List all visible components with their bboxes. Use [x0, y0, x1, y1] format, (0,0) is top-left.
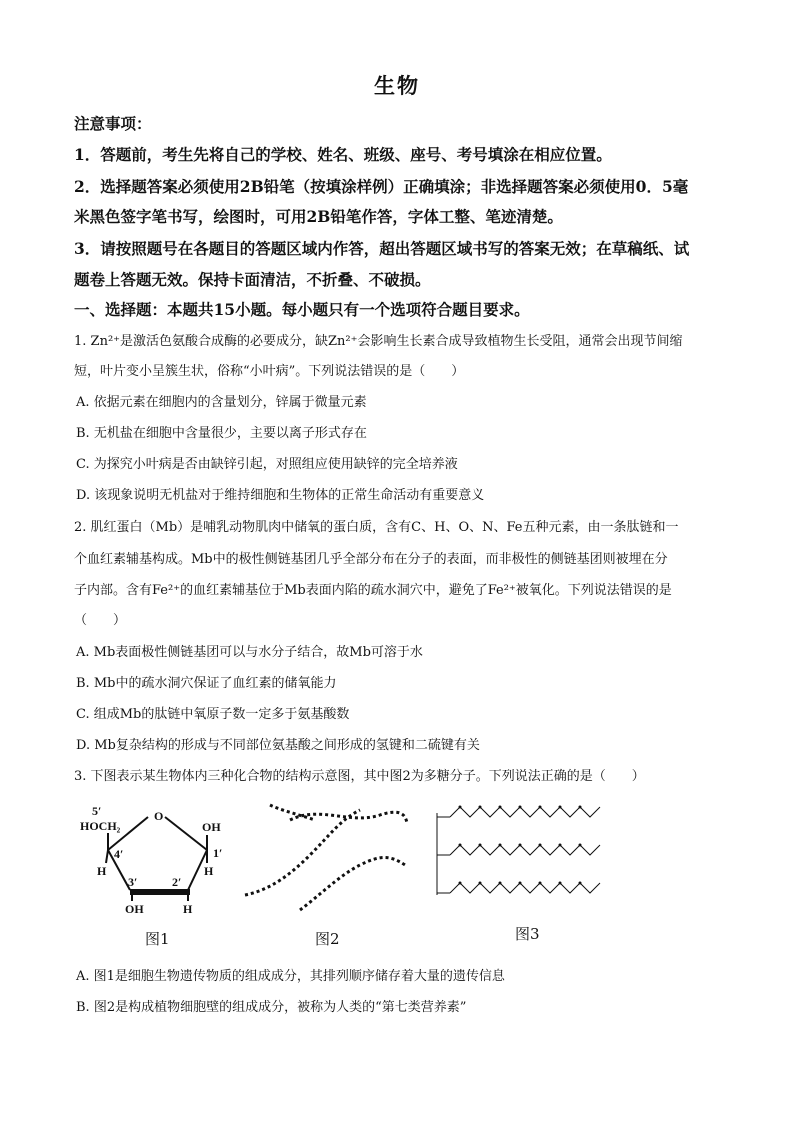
section-heading: 一、选择题：本题共15小题。每小题只有一个选项符合题目要求。: [74, 300, 530, 319]
label-oh-bottom: OH: [125, 902, 144, 916]
label-1prime: 1′: [213, 846, 223, 860]
label-h-bottom: H: [183, 902, 193, 916]
notice-item-1: 1．答题前，考生先将自己的学校、姓名、班级、座号、考号填涂在相应位置。: [74, 145, 612, 164]
q1-option-b: B. 无机盐在细胞中含量很少，主要以离子形式存在: [76, 426, 367, 441]
figure-3-fatty-acid-diagram: [425, 795, 625, 925]
q1-stem-line-1: 1. Zn²⁺是激活色氨酸合成酶的必要成分，缺Zn²⁺会影响生长素合成导致植物生长受阻，通常会出现节间缩: [74, 334, 683, 349]
q2-stem-line-3: 子内部。含有Fe²⁺的血红素辅基位于Mb表面内陷的疏水洞穴中，避免了Fe²⁺被氧化。下列说法错误的是: [74, 583, 672, 598]
figure-2-polysaccharide-diagram: [240, 795, 410, 925]
figure-1-ribose-diagram: [70, 795, 240, 925]
q2-stem-line-4: （ ）: [74, 613, 127, 628]
label-h-c4: H: [97, 864, 107, 878]
q2-option-d: D. Mb复杂结构的形成与不同部位氨基酸之间形成的氢键和二硫键有关: [76, 738, 480, 753]
label-4prime: 4′: [114, 847, 124, 861]
notice-item-3: 3．请按照题号在各题目的答题区域内作答，超出答题区域书写的答案无效；在草稿纸、试: [74, 239, 690, 258]
q2-option-a: A. Mb表面极性侧链基团可以与水分子结合，故Mb可溶于水: [76, 645, 423, 660]
q2-option-b: B. Mb中的疏水洞穴保证了血红素的储氧能力: [76, 676, 337, 691]
q1-option-d: D. 该现象说明无机盐对于维持细胞和生物体的正常生命活动有重要意义: [76, 488, 485, 503]
q1-option-c: C. 为探究小叶病是否由缺锌引起，对照组应使用缺锌的完全培养液: [76, 457, 458, 472]
q3-figures: [70, 795, 730, 955]
label-oh-right: OH: [202, 820, 221, 834]
q1-stem-line-2: 短，叶片变小呈簇生状，俗称“小叶病”。下列说法错误的是（ ）: [74, 364, 465, 379]
label-2prime: 2′: [172, 875, 182, 889]
label-hoch2: HOCH₂: [80, 819, 121, 833]
q2-stem-line-2: 个血红素辅基构成。Mb中的极性侧链基团几乎全部分布在分子的表面，而非极性的侧链基团则被埋在分: [74, 552, 668, 567]
notice-item-2-cont: 米黑色签字笔书写，绘图时，可用2B铅笔作答，字体工整、笔迹清楚。: [74, 207, 563, 226]
q3-option-b: B. 图2是构成植物细胞壁的组成成分，被称为人类的“第七类营养素”: [76, 1000, 467, 1015]
figure-2-caption: 图2: [315, 930, 340, 948]
notice-item-2: 2．选择题答案必须使用2B铅笔（按填涂样例）正确填涂；非选择题答案必须使用0．5毫: [74, 177, 689, 196]
label-h-c1: H: [204, 864, 214, 878]
label-5prime: 5′: [92, 804, 102, 818]
notice-heading: 注意事项：: [74, 114, 152, 133]
page-title: 生物: [374, 73, 420, 98]
q3-stem: 3. 下图表示某生物体内三种化合物的结构示意图，其中图2为多糖分子。下列说法正确的是（ ）: [74, 769, 645, 784]
q3-option-a: A. 图1是细胞生物遗传物质的组成成分，其排列顺序储存着大量的遗传信息: [76, 969, 505, 984]
q2-stem-line-1: 2. 肌红蛋白（Mb）是哺乳动物肌肉中储氧的蛋白质，含有C、H、O、N、Fe五种元素，由一条肽链和一: [74, 520, 679, 535]
figure-1-caption: 图1: [145, 930, 170, 948]
q1-option-a: A. 依据元素在细胞内的含量划分，锌属于微量元素: [76, 395, 367, 410]
label-ring-oxygen: O: [154, 809, 164, 823]
q2-option-c: C. 组成Mb的肽链中氧原子数一定多于氨基酸数: [76, 707, 350, 722]
notice-item-3-cont: 题卷上答题无效。保持卡面清洁，不折叠、不破损。: [74, 270, 431, 289]
label-3prime: 3′: [128, 875, 138, 889]
figure-3-caption: 图3: [515, 925, 540, 943]
